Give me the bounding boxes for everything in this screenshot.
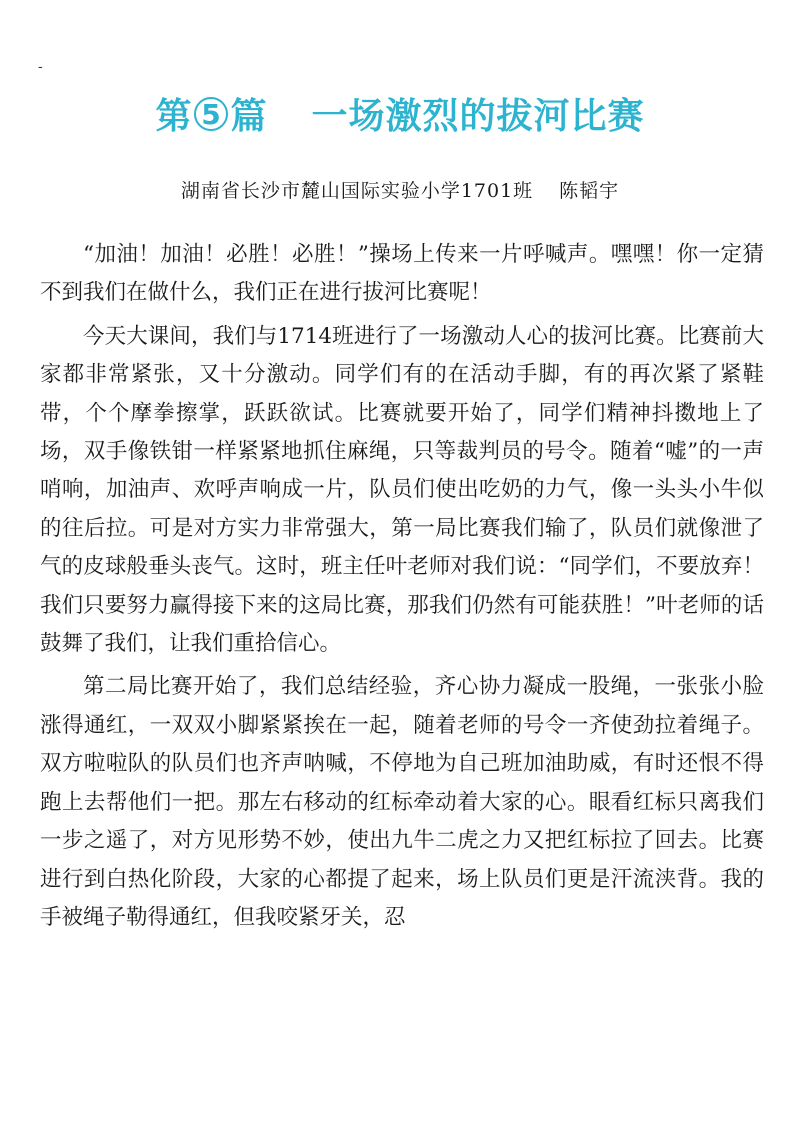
paragraph-1: “加油！加油！必胜！必胜！”操场上传来一片呼喊声。嘿嘿！你一定猜不到我们在做什么，我们正在进行拔河比赛呢！ (40, 242, 764, 306)
byline-school: 湖南省长沙市麓山国际实验小学1701班 (180, 180, 534, 202)
title-prefix: 第 (155, 96, 193, 137)
paragraph-2: 今天大课间，我们与1714班进行了一场激动人心的拔河比赛。比赛前大家都非常紧张，又十分激动。同学们有的在活动手脚，有的再次紧了紧鞋带，个个摩拳擦掌，跃跃欲试。比赛就要开始了，同学们精神抖擞地上了场，双手像铁钳一样紧紧地抓住麻绳，只等裁判员的号令。随着“嘘”的一声哨响，加油声、欢呼声响成一片，队员们使出吃奶的力气，像一头头小牛似的往后拉。可是对方实力非常强大，第一局比赛我们输了，队员们就像泄了气的皮球般垂头丧气。这时，班主任叶老师对我们说：“同学们，不要放弃！我们只要努力赢得接下来的这局比赛，那我们仍然有可能获胜！”叶老师的话鼓舞了我们，让我们重拾信心。 (40, 323, 764, 657)
page-mark: - (38, 59, 43, 75)
title-text: 一场激烈的拔河比赛 (311, 96, 645, 137)
byline-author: 陈韬宇 (559, 180, 620, 202)
paragraph-3: 第二局比赛开始了，我们总结经验，齐心协力凝成一股绳，一张张小脸涨得通红，一双双小脚紧紧挨在一起，随着老师的号令一齐使劲拉着绳子。双方啦啦队的队员们也齐声呐喊，不停地为自己班加油助威，有时还恨不得跑上去帮他们一把。那左右移动的红标牵动着大家的心。眼看红标只离我们一步之遥了，对方见形势不妙，使出九牛二虎之力又把红标拉了回去。比赛进行到白热化阶段，大家的心都提了起来，场上队员们更是汗流浃背。我的手被绳子勒得通红，但我咬紧牙关，忍 (40, 674, 764, 930)
article-body (40, 236, 764, 942)
title-suffix: 篇 (230, 96, 268, 137)
byline (0, 176, 800, 206)
article-title (0, 92, 800, 142)
article-number-badge: 5 (194, 97, 228, 131)
